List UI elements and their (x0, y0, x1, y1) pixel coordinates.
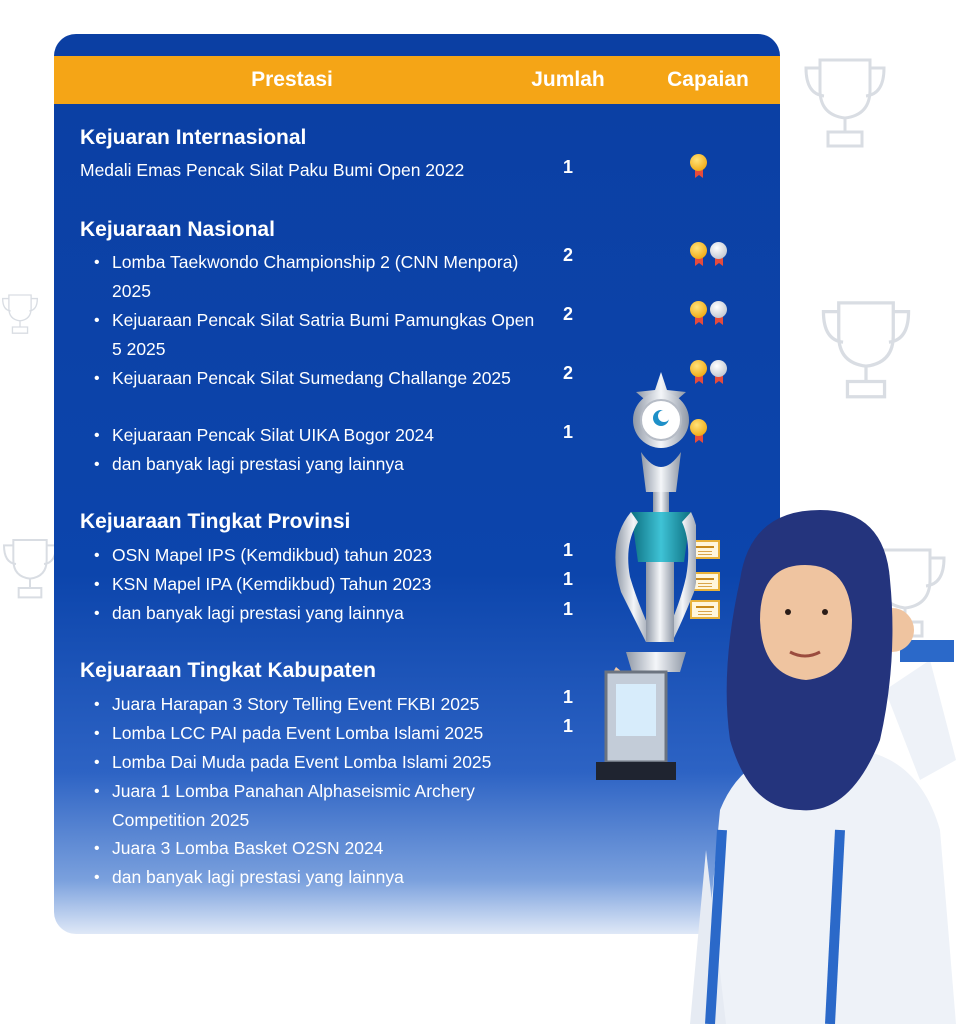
count-value: 1 (562, 540, 573, 560)
achievement-icons (690, 242, 728, 268)
list-item: • Lomba Taekwondo Championship 2 (CNN Menpora) 2025 (94, 248, 542, 306)
count-value: 2 (562, 363, 573, 383)
table-header (54, 56, 780, 104)
list-item: Medali Emas Pencak Silat Paku Bumi Open 2022 (80, 160, 465, 180)
gold-medal-icon (690, 154, 708, 180)
list-item: • Juara 1 Lomba Panahan Alphaseismic Archery Competition 2025 (94, 777, 542, 835)
count-value: 1 (562, 422, 573, 442)
count-value: 2 (562, 245, 573, 265)
achievement-icons (690, 301, 728, 327)
list-item: • Kejuaraan Pencak Silat UIKA Bogor 2024 (94, 421, 542, 450)
list-item: • dan banyak lagi prestasi yang lainnya (94, 450, 542, 479)
silver-medal-icon (710, 242, 728, 268)
column-header-prestasi: Prestasi (251, 68, 333, 91)
trophy-watermark-icon (816, 292, 916, 412)
student-photo (680, 510, 956, 1024)
achievement-icons (690, 154, 708, 180)
section-title-internasional: Kejuaran Internasional (80, 126, 307, 149)
count-value: 1 (562, 716, 573, 736)
trophy-watermark-icon (800, 50, 890, 160)
list-item: • KSN Mapel IPA (Kemdikbud) Tahun 2023 (94, 570, 542, 599)
count-value: 1 (562, 569, 573, 589)
count-value: 1 (562, 599, 573, 619)
gold-medal-icon (690, 242, 708, 268)
list-item: • Juara 3 Lomba Basket O2SN 2024 (94, 834, 542, 863)
count-value: 2 (562, 304, 573, 324)
column-header-jumlah: Jumlah (531, 68, 605, 91)
list-item: • dan banyak lagi prestasi yang lainnya (94, 599, 542, 628)
list-item: • Lomba Dai Muda pada Event Lomba Islami 2025 (94, 748, 542, 777)
count-value: 1 (562, 687, 573, 707)
section-title-provinsi: Kejuaraan Tingkat Provinsi (80, 510, 351, 533)
column-header-capaian: Capaian (667, 68, 749, 91)
trophy-watermark-icon (0, 270, 40, 360)
list-item: • Kejuaraan Pencak Silat Sumedang Challange 2025 (94, 364, 542, 393)
list-item: • Lomba LCC PAI pada Event Lomba Islami 2025 (94, 719, 542, 748)
list-item: • dan banyak lagi prestasi yang lainnya (94, 863, 542, 892)
silver-medal-icon (710, 360, 728, 386)
list-item: • Juara Harapan 3 Story Telling Event FKBI 2025 (94, 690, 542, 719)
trophy-watermark-icon (0, 520, 60, 620)
section-title-kabupaten: Kejuaraan Tingkat Kabupaten (80, 659, 377, 682)
list-item: • OSN Mapel IPS (Kemdikbud) tahun 2023 (94, 541, 542, 570)
list-item: • Kejuaraan Pencak Silat Satria Bumi Pamungkas Open 5 2025 (94, 306, 542, 364)
silver-medal-icon (710, 301, 728, 327)
gold-medal-icon (690, 301, 708, 327)
section-title-nasional: Kejuaraan Nasional (80, 218, 275, 241)
count-value: 1 (562, 157, 573, 177)
